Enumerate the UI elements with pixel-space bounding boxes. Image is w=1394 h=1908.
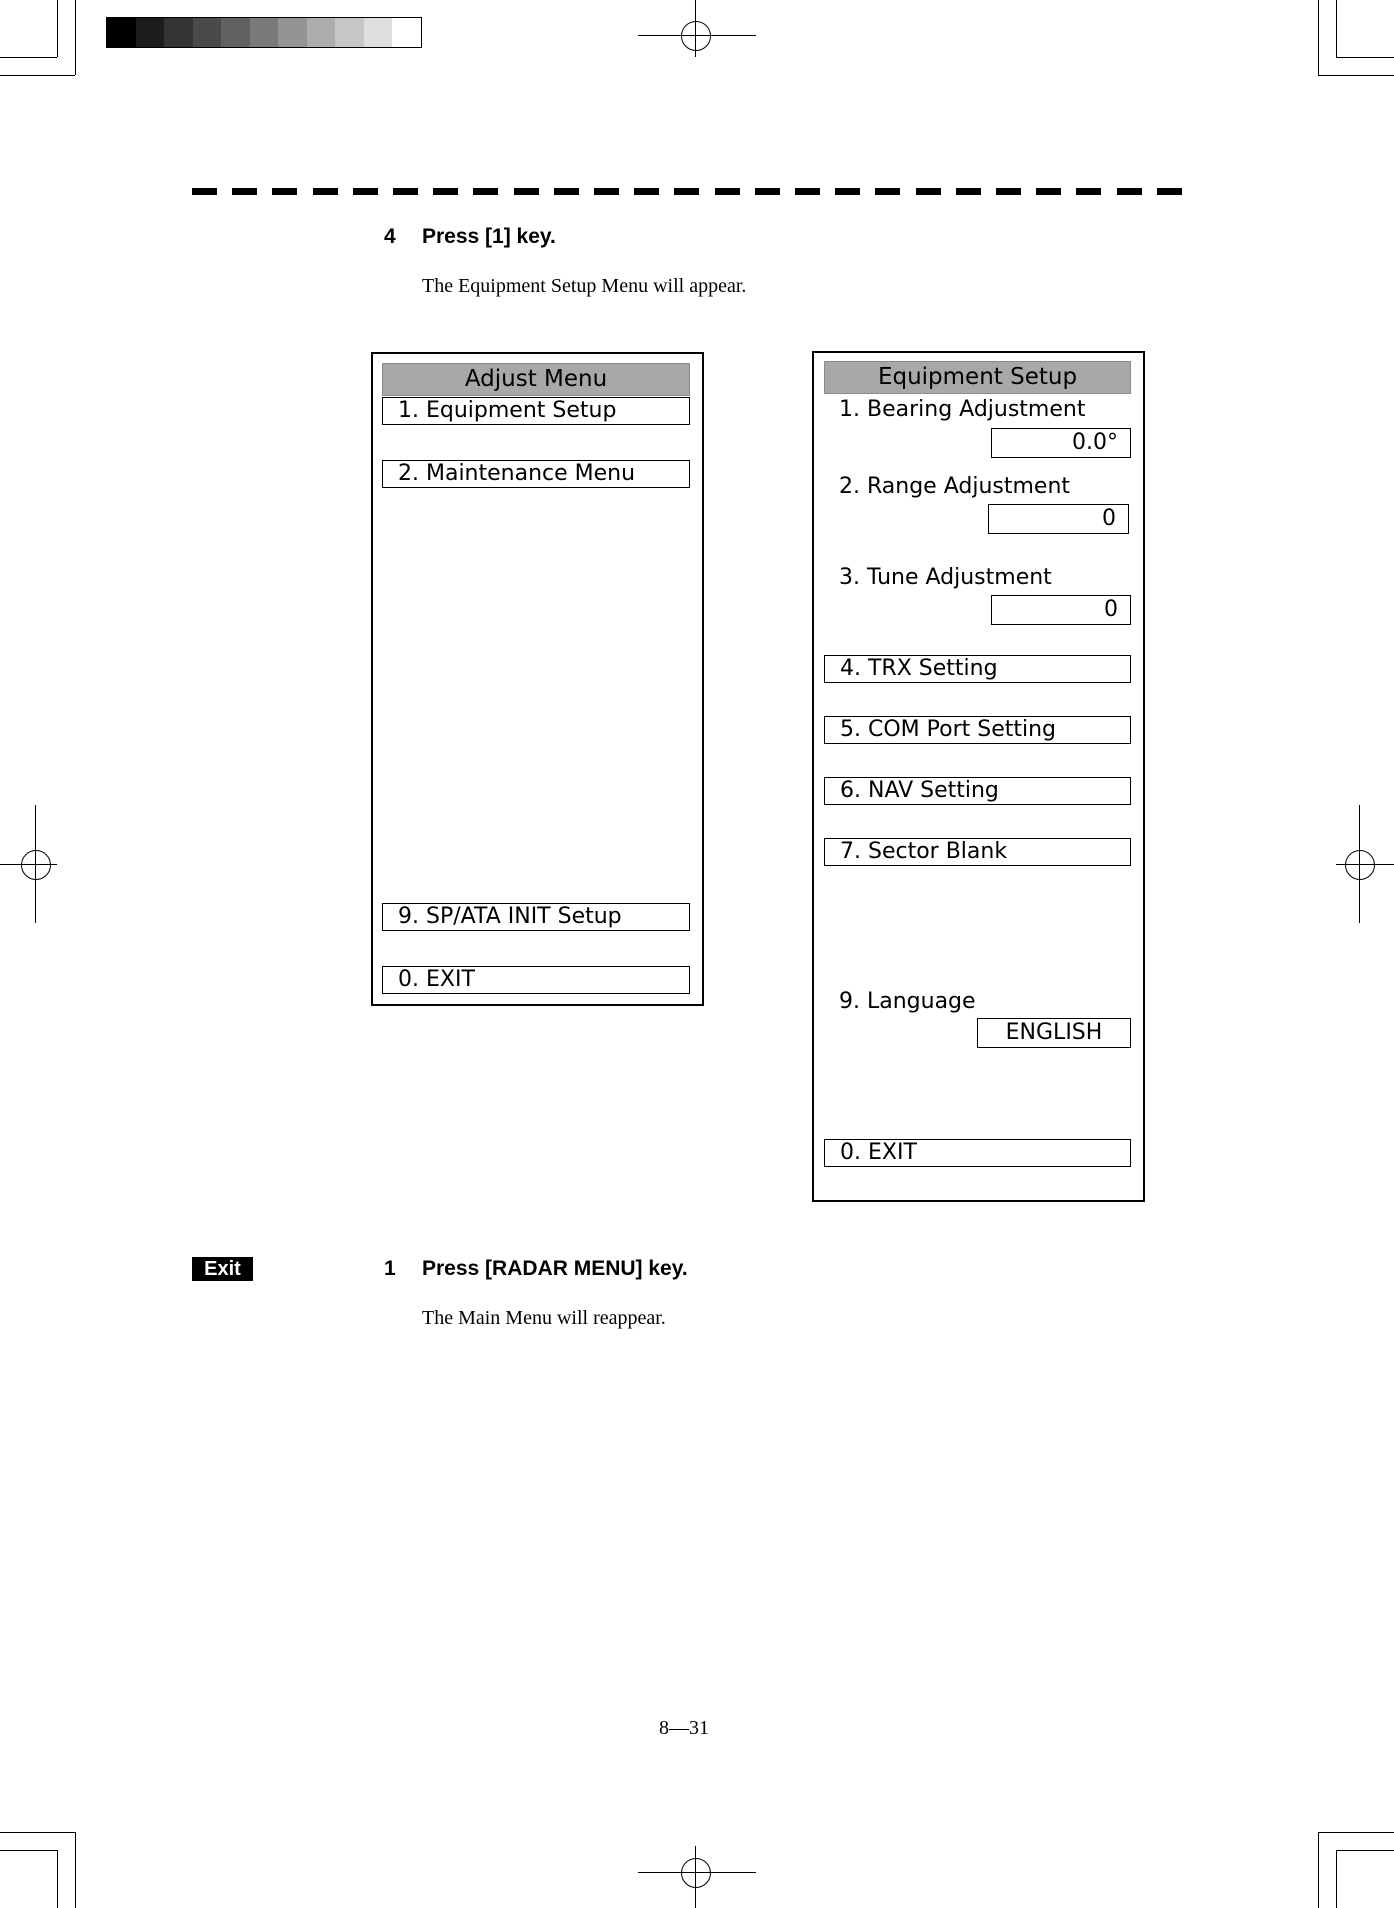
bearing-adjustment-label[interactable]: 1. Bearing Adjustment xyxy=(839,397,1086,422)
menu-item-com-port-setting[interactable]: 5. COM Port Setting xyxy=(824,716,1131,744)
menu-item-sp-ata-init-setup[interactable]: 9. SP/ATA INIT Setup xyxy=(382,903,690,931)
menu-item-exit[interactable]: 0. EXIT xyxy=(824,1139,1131,1167)
adjust-menu-title: Adjust Menu xyxy=(382,363,690,396)
menu-item-sector-blank[interactable]: 7. Sector Blank xyxy=(824,838,1131,866)
step-instruction: Press [1] key. xyxy=(422,225,556,248)
equipment-setup-panel xyxy=(812,351,1145,1202)
menu-item-exit[interactable]: 0. EXIT xyxy=(382,966,690,994)
equipment-setup-title: Equipment Setup xyxy=(824,361,1131,394)
menu-item-maintenance-menu[interactable]: 2. Maintenance Menu xyxy=(382,460,690,488)
menu-item-trx-setting[interactable]: 4. TRX Setting xyxy=(824,655,1131,683)
section-divider xyxy=(192,188,1182,195)
exit-step-note: The Main Menu will reappear. xyxy=(422,1307,666,1329)
step-note: The Equipment Setup Menu will appear. xyxy=(422,275,747,297)
bearing-adjustment-value[interactable]: 0.0° xyxy=(991,428,1131,458)
exit-section-tag: Exit xyxy=(192,1257,253,1281)
language-value[interactable]: ENGLISH xyxy=(977,1018,1131,1048)
exit-step-instruction: Press [RADAR MENU] key. xyxy=(422,1257,688,1280)
tune-adjustment-label[interactable]: 3. Tune Adjustment xyxy=(839,565,1052,590)
menu-item-nav-setting[interactable]: 6. NAV Setting xyxy=(824,777,1131,805)
language-label[interactable]: 9. Language xyxy=(839,989,976,1014)
page-number: 8—31 xyxy=(659,1717,709,1739)
grayscale-calibration-strip xyxy=(106,17,422,48)
range-adjustment-label[interactable]: 2. Range Adjustment xyxy=(839,474,1071,499)
step-number: 4 xyxy=(384,225,396,248)
adjust-menu-panel xyxy=(371,352,704,1006)
exit-step-number: 1 xyxy=(384,1257,396,1280)
tune-adjustment-value[interactable]: 0 xyxy=(991,595,1131,625)
menu-item-equipment-setup[interactable]: 1. Equipment Setup xyxy=(382,397,690,425)
range-adjustment-value[interactable]: 0 xyxy=(988,504,1129,534)
